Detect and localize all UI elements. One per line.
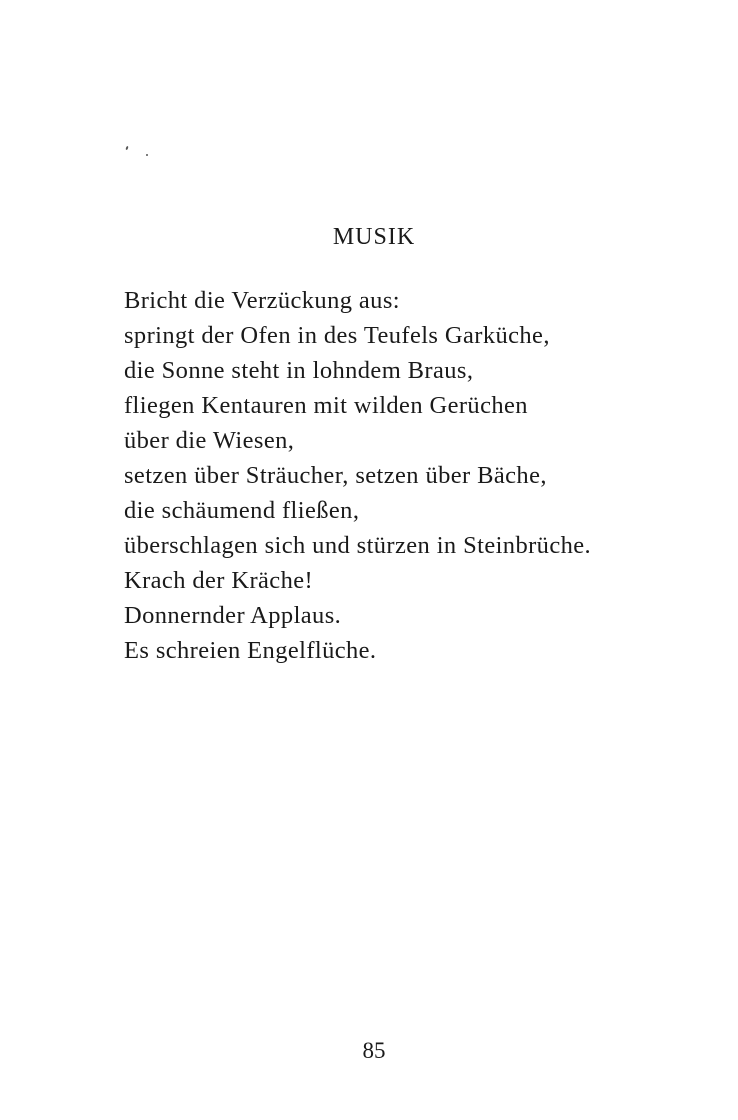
page-number: 85 <box>362 1038 386 1063</box>
poem-line: die schäumend fließen, <box>124 497 360 524</box>
poem-body <box>124 283 591 668</box>
speck-mark <box>146 154 148 156</box>
poem-line: Es schreien Engelflüche. <box>124 637 377 664</box>
poem-line: über die Wiesen, <box>124 427 295 454</box>
poem-line: Krach der Kräche! <box>124 567 314 594</box>
poem-title: MUSIK <box>332 224 416 250</box>
poem-line: die Sonne steht in lohndem Braus, <box>124 357 474 384</box>
print-specks <box>124 142 154 162</box>
poem-line: Bricht die Verzückung aus: <box>124 287 400 314</box>
poem-line: springt der Ofen in des Teufels Garküche, <box>124 322 550 349</box>
poem-line: fliegen Kentauren mit wilden Gerüchen <box>124 392 528 419</box>
speck-mark <box>125 146 128 150</box>
poem-line: setzen über Sträucher, setzen über Bäche, <box>124 462 547 489</box>
poem-line: überschlagen sich und stürzen in Steinbrüche. <box>124 532 592 559</box>
poem-line: Donnernder Applaus. <box>124 602 342 629</box>
